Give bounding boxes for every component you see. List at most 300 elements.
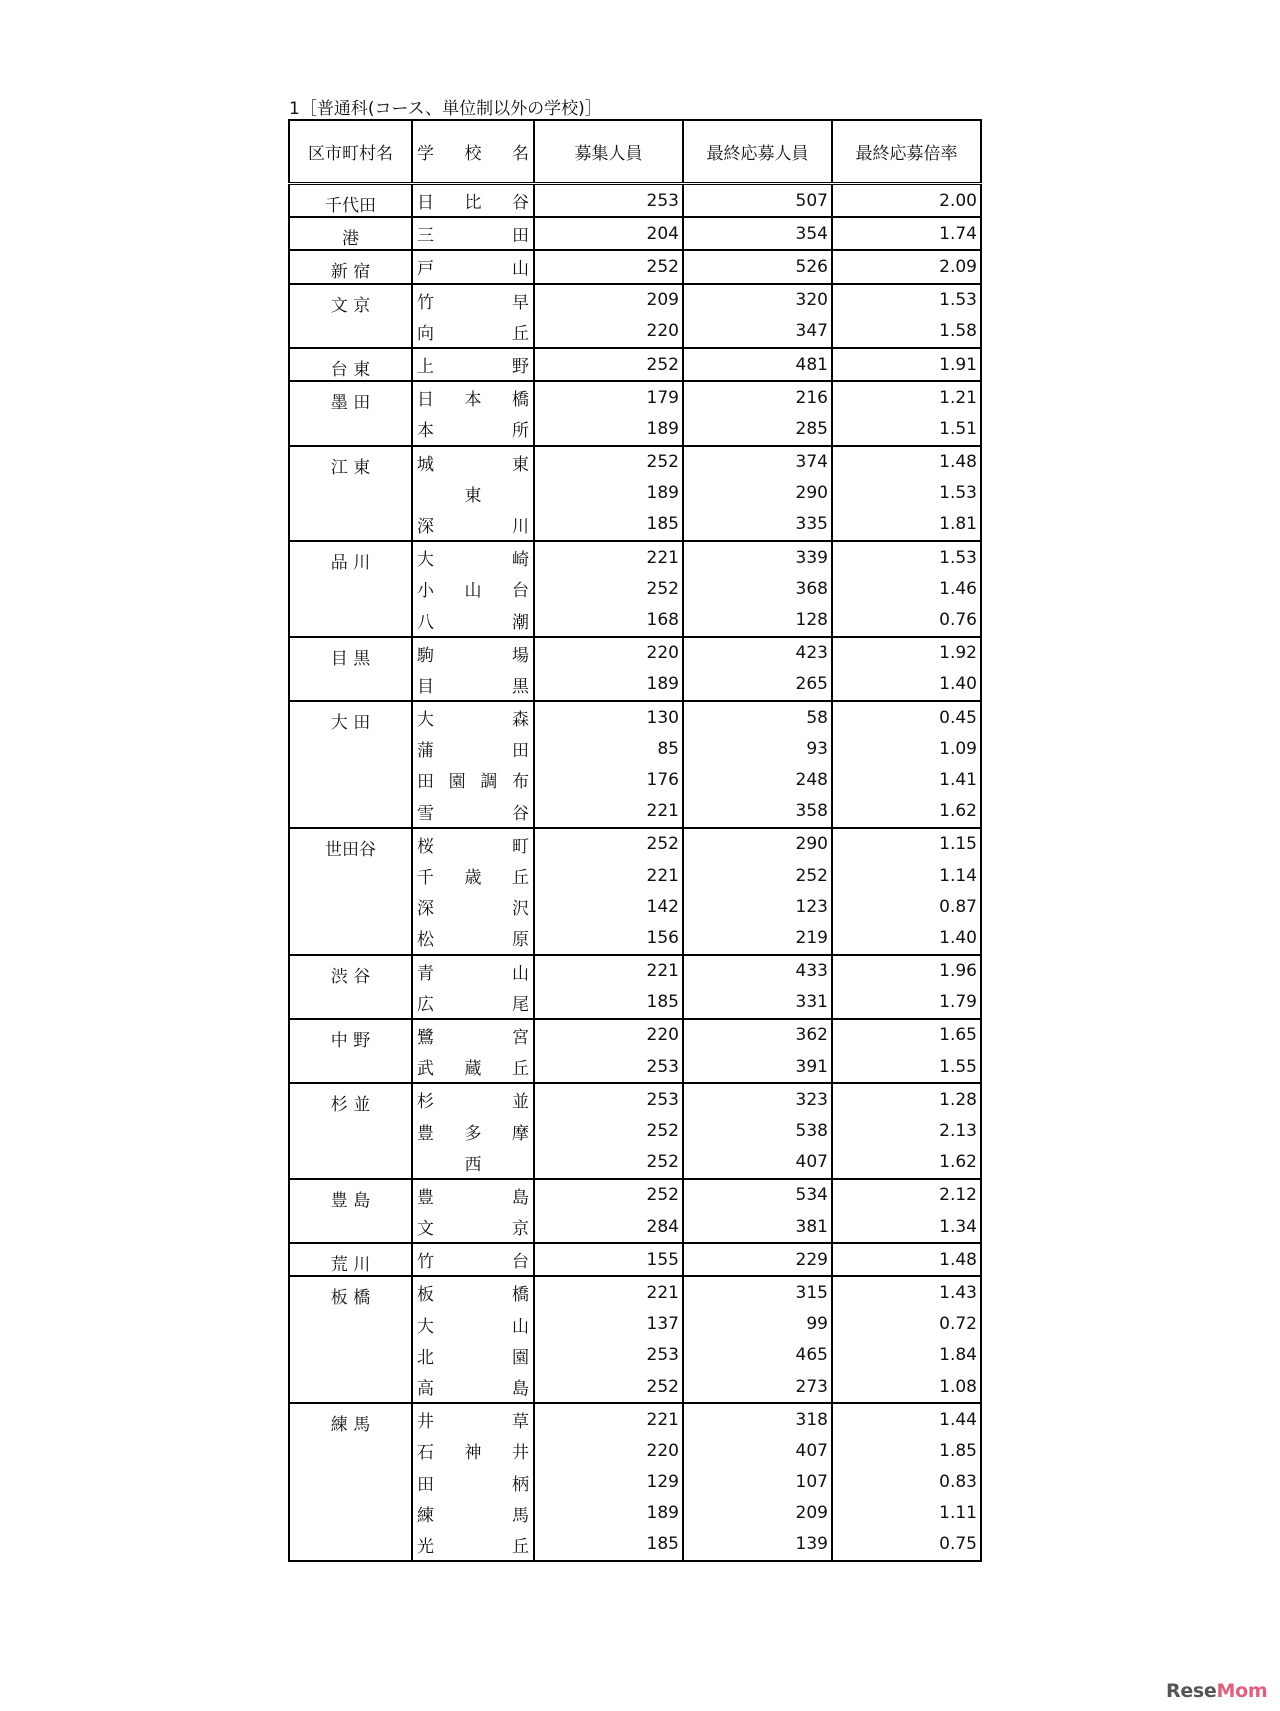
applicants-cell: 123 [683,891,832,922]
school-name-char: 井 [512,1443,529,1464]
ratio-cell: 1.15 [832,828,981,860]
school-cell [412,764,534,795]
school-name-char: 深 [417,516,434,537]
school-name-char: 田 [417,772,434,793]
school-name-char: 大 [417,550,434,571]
table-caption: 1［普通科(コース、単位制以外の学校)］ [289,99,602,119]
applicants-cell: 481 [683,348,832,381]
quota-cell: 130 [534,701,683,733]
applicants-cell: 229 [683,1243,832,1276]
quota-cell: 189 [534,478,683,509]
ratio-cell: 1.43 [832,1276,981,1308]
district-name: 大 田 [330,713,371,733]
school-name-char: 豊 [417,1187,434,1208]
school-cell [412,1083,534,1115]
ratio-cell: 0.45 [832,701,981,733]
school-name-char: 橋 [512,1285,529,1306]
applicants-cell: 209 [683,1498,832,1529]
applicants-cell: 354 [683,217,832,250]
school-name-char: 黒 [512,676,529,697]
applicants-cell: 252 [683,860,832,891]
school-name-char: 小 [417,581,434,602]
table-row [289,1403,981,1435]
school-name-char: 向 [417,323,434,344]
school-cell [412,1115,534,1146]
school-name-char: 谷 [512,193,529,214]
quota-cell: 220 [534,316,683,348]
school-name-char: 広 [417,994,434,1015]
school-name-char: 馬 [512,1505,529,1526]
district-name: 世田谷 [325,839,376,860]
quota-cell: 253 [534,1083,683,1115]
quota-cell: 189 [534,1498,683,1529]
ratio-cell: 1.84 [939,1345,977,1366]
ratio-cell: 1.74 [832,217,981,250]
ratio-cell: 1.53 [832,541,981,573]
quota-cell: 185 [534,1529,683,1561]
school-name-char: 摩 [512,1123,529,1144]
applicants-cell: 315 [683,1276,832,1308]
quota-cell: 253 [534,1340,683,1371]
school-name-char: 谷 [512,803,529,824]
applicants-cell: 265 [683,669,832,701]
school-cell [412,604,534,636]
school-name-char: 杉 [417,1092,434,1113]
school-name-char: 北 [417,1347,434,1368]
school-cell [412,860,534,891]
school-name-char: 所 [512,421,529,442]
quota-cell: 221 [534,1276,683,1308]
quota-cell: 253 [534,1051,683,1083]
district-cell [289,701,412,828]
school-name-char: 丘 [512,1536,529,1557]
district-cell [289,381,412,445]
district-name: 新 宿 [330,262,371,283]
applicants-cell: 526 [683,250,832,283]
ratio-cell: 1.58 [939,321,977,342]
table-row [289,446,981,478]
district-cell [289,1403,412,1561]
ratio-cell: 1.08 [939,1376,977,1397]
quota-cell: 221 [534,860,683,891]
school-name-char: 石 [417,1443,434,1464]
school-cell [412,381,534,413]
ratio-cell: 0.72 [939,1314,977,1335]
ratio-cell: 0.76 [939,610,977,631]
school-name-char: 調 [480,772,498,793]
ratio-cell: 1.53 [832,284,981,316]
district-cell [289,217,412,250]
school-name-char: 目 [417,676,434,697]
ratio-cell: 1.51 [939,418,977,439]
school-cell [412,184,534,218]
header-ratio: 最終応募倍率 [832,120,981,184]
school-name-char: 川 [512,516,529,537]
school-name-char: 丘 [512,323,529,344]
quota-cell: 137 [534,1309,683,1340]
quota-cell: 252 [534,1179,683,1211]
ratio-cell: 1.21 [832,381,981,413]
quota-cell: 252 [534,348,683,381]
ratio-cell: 1.53 [939,483,977,504]
school-name-char: 大 [417,710,434,731]
ratio-cell: 1.28 [832,1083,981,1115]
school-name-char: 布 [511,772,529,793]
district-name: 渋 谷 [330,966,371,987]
table-row [289,1083,981,1115]
school-name-char: 戸 [417,259,434,280]
district-cell [289,1179,412,1243]
school-name-char: 日 [417,390,434,411]
school-name-char: 練 [417,1505,434,1526]
header-school-char: 名 [512,144,529,164]
district-name: 杉 並 [330,1095,371,1116]
header-school-char: 学 [417,144,434,164]
ratio-cell: 1.11 [939,1503,977,1524]
ratio-cell: 1.48 [832,446,981,478]
district-name: 荒 川 [330,1255,371,1276]
applicants-cell: 248 [683,764,832,795]
school-name-char: 宮 [512,1027,529,1048]
school-cell [412,1051,534,1083]
school-name-char: 青 [417,963,434,984]
school-cell [412,701,534,733]
district-cell [289,184,412,218]
school-name-char: 田 [512,741,529,762]
school-cell [412,1467,534,1498]
ratio-cell: 1.92 [832,637,981,669]
quota-cell: 284 [534,1211,683,1243]
table-row [289,250,981,283]
school-name-char: 本 [464,390,482,411]
school-cell [412,1243,534,1276]
quota-cell: 252 [534,828,683,860]
district-name: 練 馬 [330,1415,371,1436]
applicants-cell: 362 [683,1019,832,1051]
school-cell [412,217,534,250]
ratio-cell: 2.09 [832,250,981,283]
ratio-cell: 1.46 [939,578,977,599]
school-cell [412,413,534,445]
table-row [289,284,981,316]
school-name-char: 豊 [417,1123,434,1144]
school-name-char: 山 [512,259,529,280]
district-name: 港 [342,229,359,250]
school-cell [412,987,534,1019]
applicants-cell: 320 [683,284,832,316]
applicants-cell: 216 [683,381,832,413]
school-name-char: 園 [448,772,466,793]
school-name-char: 神 [464,1443,482,1464]
quota-cell: 221 [534,796,683,828]
applicants-cell: 465 [683,1340,832,1371]
school-name-char: 竹 [417,292,434,313]
applicants-cell: 433 [683,955,832,987]
table-row [289,217,981,250]
quota-cell: 221 [534,955,683,987]
header-district: 区市町村名 [289,120,412,184]
school-cell [412,669,534,701]
school-name-char: 桜 [417,836,434,857]
school-cell [412,1498,534,1529]
applicants-cell: 318 [683,1403,832,1435]
school-cell [412,509,534,541]
table-row [289,1019,981,1051]
quota-cell: 156 [534,922,683,954]
school-name-char: 原 [512,930,529,951]
school-name-char: 文 [417,1219,434,1240]
header-applicants: 最終応募人員 [683,120,832,184]
admissions-table [288,119,982,1562]
table-row [289,955,981,987]
applicants-cell: 507 [683,184,832,218]
school-name-char: 台 [512,1252,529,1273]
school-name-char: 尾 [512,994,529,1015]
ratio-cell: 1.79 [939,992,977,1013]
school-cell [412,1211,534,1243]
quota-cell: 220 [534,637,683,669]
quota-cell: 168 [534,604,683,636]
district-cell [289,828,412,955]
school-cell [412,1340,534,1371]
school-name-char: 雪 [417,803,434,824]
school-name-char: 千 [417,868,434,889]
ratio-cell: 1.09 [939,738,977,759]
table-row [289,828,981,860]
district-cell [289,348,412,381]
school-name-char: 日 [417,193,434,214]
school-name-char: 森 [512,710,529,731]
header-school [412,120,534,184]
school-name-char: 野 [512,357,529,378]
school-name-char: 橋 [512,390,529,411]
school-cell [412,478,534,509]
school-cell [412,541,534,573]
school-cell [412,1019,534,1051]
quota-cell: 189 [534,669,683,701]
school-cell [412,637,534,669]
district-cell [289,250,412,283]
table-row [289,1179,981,1211]
applicants-cell: 368 [683,573,832,604]
quota-cell: 252 [534,573,683,604]
quota-cell: 253 [534,184,683,218]
ratio-cell: 1.44 [832,1403,981,1435]
table-row [289,541,981,573]
district-name: 千代田 [325,196,376,216]
district-name: 板 橋 [330,1288,371,1309]
school-name-char: 蔵 [464,1059,482,1080]
school-cell [412,316,534,348]
applicants-cell: 407 [683,1435,832,1466]
ratio-cell: 1.41 [939,769,977,790]
school-name-char: 草 [512,1412,529,1433]
school-cell [412,250,534,283]
district-name: 豊 島 [330,1190,371,1211]
school-name-char: 駒 [417,645,434,666]
district-name: 品 川 [330,553,371,574]
district-name: 江 東 [330,457,371,478]
quota-cell: 155 [534,1243,683,1276]
district-name: 墨 田 [330,393,371,414]
school-name-char: 鷺 [417,1027,434,1048]
school-name-char: 板 [417,1285,434,1306]
ratio-cell: 2.12 [832,1179,981,1211]
district-cell [289,637,412,701]
table-row [289,701,981,733]
table-row [289,1276,981,1308]
school-name-char: 町 [512,836,529,857]
school-name-char: 丘 [512,868,529,889]
quota-cell: 252 [534,1115,683,1146]
header-school-char: 校 [464,144,482,164]
school-cell [412,1276,534,1308]
applicants-cell: 538 [683,1115,832,1146]
school-name-char: 高 [417,1379,434,1400]
school-name-char: 柄 [512,1474,529,1495]
applicants-cell: 534 [683,1179,832,1211]
applicants-cell: 58 [683,701,832,733]
school-name-char: 台 [512,581,529,602]
applicants-cell: 407 [683,1147,832,1179]
header-row [289,120,981,184]
school-name-char: 上 [417,357,434,378]
ratio-cell: 2.13 [939,1121,977,1142]
school-name-char: 山 [512,1316,529,1337]
school-name-char: 潮 [512,612,529,633]
applicants-cell: 381 [683,1211,832,1243]
ratio-cell: 1.62 [939,1152,977,1173]
district-cell [289,541,412,637]
quota-cell: 221 [534,1403,683,1435]
applicants-cell: 285 [683,413,832,445]
district-cell [289,1276,412,1403]
quota-cell: 185 [534,987,683,1019]
applicants-cell: 290 [683,828,832,860]
school-cell [412,446,534,478]
school-cell [412,348,534,381]
table-row [289,381,981,413]
school-cell [412,1147,534,1179]
ratio-cell: 1.55 [939,1056,977,1077]
applicants-cell: 423 [683,637,832,669]
quota-cell: 252 [534,1147,683,1179]
applicants-cell: 347 [683,316,832,348]
school-cell [412,284,534,316]
quota-cell: 220 [534,1435,683,1466]
school-name-char: 武 [417,1059,434,1080]
district-cell [289,1019,412,1083]
table-row [289,1243,981,1276]
school-name-char: 比 [464,193,482,214]
applicants-cell: 358 [683,796,832,828]
school-cell [412,922,534,954]
school-name-char: 光 [417,1536,434,1557]
school-name-char: 山 [464,581,482,602]
quota-cell: 142 [534,891,683,922]
school-name-char: 沢 [512,899,529,920]
school-name-char: 深 [417,899,434,920]
table-row [289,184,981,218]
school-cell [412,1435,534,1466]
ratio-cell: 0.87 [939,896,977,917]
applicants-cell: 107 [683,1467,832,1498]
district-name: 文 京 [330,295,371,316]
district-name: 台 東 [330,359,371,380]
applicants-cell: 219 [683,922,832,954]
applicants-cell: 323 [683,1083,832,1115]
quota-cell: 209 [534,284,683,316]
school-cell [412,1179,534,1211]
school-cell [412,1309,534,1340]
ratio-cell: 1.91 [832,348,981,381]
school-name-char: 東 [464,485,482,506]
quota-cell: 176 [534,764,683,795]
school-name-char: 東 [512,454,529,475]
quota-cell: 221 [534,541,683,573]
quota-cell: 179 [534,381,683,413]
table-body [289,184,981,1562]
ratio-cell: 1.40 [939,674,977,695]
quota-cell: 252 [534,446,683,478]
ratio-cell: 1.48 [832,1243,981,1276]
table-row [289,348,981,381]
district-name: 目 黒 [330,648,371,669]
table-row [289,637,981,669]
applicants-cell: 335 [683,509,832,541]
quota-cell: 185 [534,509,683,541]
school-cell [412,1371,534,1403]
school-name-char: 八 [417,612,434,633]
school-cell [412,955,534,987]
district-cell [289,446,412,542]
school-name-char: 蒲 [417,741,434,762]
quota-cell: 252 [534,250,683,283]
school-name-char: 山 [512,963,529,984]
applicants-cell: 391 [683,1051,832,1083]
ratio-cell: 1.14 [939,865,977,886]
ratio-cell: 1.96 [832,955,981,987]
school-cell [412,733,534,764]
ratio-cell: 1.40 [939,927,977,948]
header-quota: 募集人員 [534,120,683,184]
school-name-char: 丘 [512,1059,529,1080]
quota-cell: 220 [534,1019,683,1051]
school-name-char: 島 [512,1187,529,1208]
school-cell [412,891,534,922]
ratio-cell: 1.81 [939,514,977,535]
school-name-char: 三 [417,226,434,247]
school-name-char: 京 [512,1219,529,1240]
school-name-char: 園 [512,1347,529,1368]
school-name-char: 場 [512,645,529,666]
quota-cell: 204 [534,217,683,250]
school-name-char: 早 [512,292,529,313]
district-cell [289,1083,412,1179]
district-name: 中 野 [330,1030,371,1051]
school-name-char: 大 [417,1316,434,1337]
ratio-cell: 1.85 [939,1440,977,1461]
school-cell [412,573,534,604]
quota-cell: 85 [534,733,683,764]
school-cell [412,1529,534,1561]
quota-cell: 129 [534,1467,683,1498]
school-name-char: 田 [512,226,529,247]
school-name-char: 西 [464,1154,482,1175]
school-cell [412,1403,534,1435]
district-cell [289,1243,412,1276]
school-name-char: 田 [417,1474,434,1495]
